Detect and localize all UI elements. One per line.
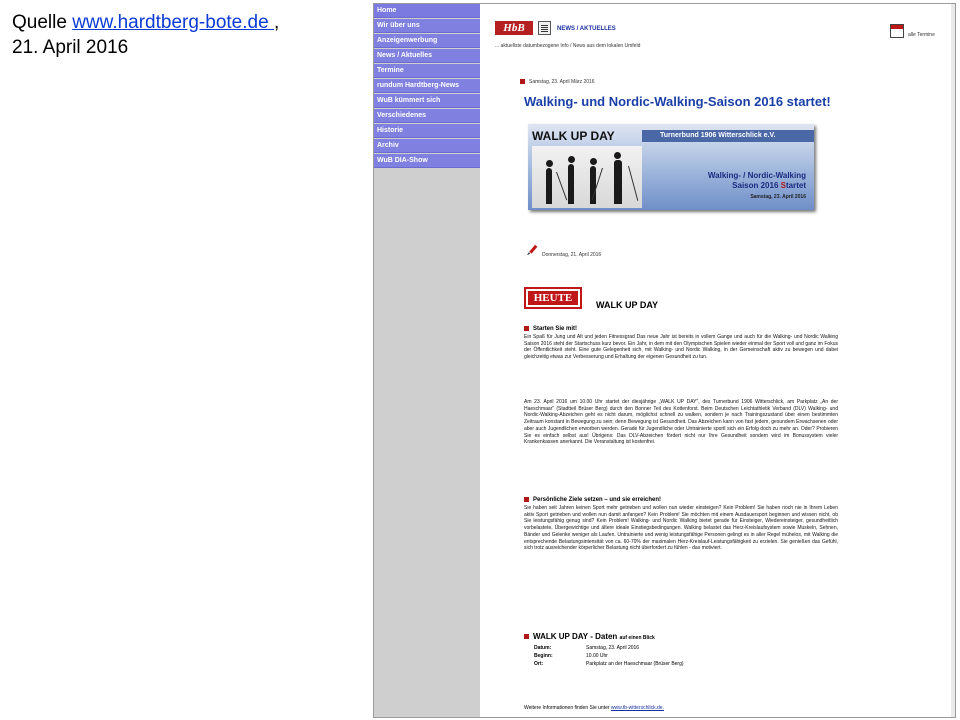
more-info: [524, 705, 664, 711]
more-info-text: Weitere Informationen finden Sie unter: [524, 705, 610, 711]
nav-item-ads[interactable]: Anzeigenwerbung: [374, 34, 480, 48]
red-bullet-icon: [524, 326, 529, 331]
caption-date: 21. April 2016: [12, 37, 129, 58]
banner-line2-a: Saison 2016: [732, 181, 781, 190]
site-logo[interactable]: HbB: [495, 21, 533, 35]
calendar-icon[interactable]: [890, 24, 904, 38]
walker-figure: [614, 160, 622, 204]
walk-up-day-banner: [528, 124, 814, 210]
fact-key: Datum:: [534, 645, 552, 651]
walker-head: [614, 152, 621, 159]
article-headline: Walking- und Nordic-Walking-Saison 2016 startet!: [524, 94, 831, 109]
walkers-image: [532, 146, 642, 208]
walking-pole: [556, 172, 567, 201]
article-date-text: Samstag, 23. April März 2016: [529, 79, 595, 85]
nav-item-archive[interactable]: Archiv: [374, 139, 480, 153]
nav-item-dates[interactable]: Termine: [374, 64, 480, 78]
red-bullet-icon: [524, 497, 529, 502]
walker-figure: [568, 164, 574, 204]
pencil-icon: [526, 244, 538, 256]
red-bullet-icon: [520, 79, 525, 84]
section-title: NEWS / AKTUELLES: [557, 26, 616, 32]
nav-item-misc[interactable]: Verschiedenes: [374, 109, 480, 123]
fact-value: 10.00 Uhr: [586, 653, 608, 659]
table-row: [534, 653, 684, 661]
club-website-link[interactable]: www.tb-witterschlick.de.: [610, 705, 664, 711]
walker-head: [568, 156, 575, 163]
nav-item-wub-cares[interactable]: WuB kümmert sich: [374, 94, 480, 108]
event-title: WALK UP DAY: [596, 300, 659, 310]
nav-item-news[interactable]: News / Aktuelles: [374, 49, 480, 63]
today-badge-text: HEUTE: [528, 291, 578, 305]
paragraph-event: Am 23. April 2016 um 10.00 Uhr startet der diesjährige „WALK UP DAY", des Turnerbund 1906 Witterschlick, am Parkplatz „An der Haeschmaar" (Stadtteil Brüser Berg) durch den Bonner Teil des Kottenforst. Beim Deutschen Leichtathletik Verband (DLV) Walking- und Nordic-Walking-Abzeichen geht es nicht darum, möglichst schnell zu walken, sondern je nach Trainingszustand über einen bestimmten Zeitraum konstant in Bewegung zu sein; denn Bewegung ist Gesundheit. Das Abzeichen kann von fast jedem, gesundem Erwachsenen oder aber auch Jugendlichen erworben werden. Gerade für Jugendliche oder Untrainierte sportl sich ein Erfolg doch zu mehr an. Oder? Probieren Sie es einfach selbst aus! Übrigens: Das DLV-Abzeichen fördert nicht nur Ihre Gesundheit sondern wird im Bonussystem vieler Krankenkassen anerkannt. Die Veranstaltung ist kostenfrei.: [524, 399, 838, 446]
walker-head: [546, 160, 553, 167]
fact-key: Beginn:: [534, 653, 553, 659]
banner-title: WALK UP DAY: [532, 129, 615, 143]
subheading-start-text: Starten Sie mit!: [533, 326, 578, 333]
subheading-start: [524, 326, 577, 332]
scrollbar[interactable]: [951, 4, 955, 717]
section-subline: ... aktuellste datumbezogene Info / News aus dem lokalen Umfeld: [495, 43, 641, 49]
nav-item-about[interactable]: Wir über uns: [374, 19, 480, 33]
post-date: Donnerstag, 21. April 2016: [542, 252, 602, 258]
subheading-goals-text: Persönliche Ziele setzen – und sie erreichen!: [533, 497, 662, 504]
nav-item-history[interactable]: Historie: [374, 124, 480, 138]
banner-tagline: [708, 171, 806, 191]
fact-value: Samstag, 23. April 2016: [586, 645, 640, 651]
caption-suffix: ,: [273, 12, 280, 33]
facts-title-text: WALK UP DAY - Daten: [533, 632, 618, 641]
event-facts: [524, 632, 838, 669]
nav-item-dia-show[interactable]: WuB DIA-Show: [374, 154, 480, 168]
table-row: [534, 645, 684, 653]
nav-item-home[interactable]: Home: [374, 4, 480, 18]
article-date: [520, 79, 595, 85]
facts-table: [534, 645, 684, 669]
paragraph-intro: Ein Spaß für Jung und Alt und jeden Fitnessgrad Das neue Jahr ist bereits in vollem Gange und auch für die Walking- und Nordic Walking Saison 2016 steht der Startschuss kurz bevor. Ein Jahr, in dem mit den Olympischen Spielen wieder einmal der Sport voll und ganz im Fokus der Öffentlichkeit steht. Eine gute Gelegenheit sich, mit Walking- und Nordic Walking, in der Gemeinschaft aktiv zu bewegen und dabei gleichzeitig etwas zur Verbesserung und Erhaltung der eigenen Gesundheit zu tun.: [524, 334, 838, 361]
source-caption: [12, 10, 279, 60]
caption-prefix: Quelle: [12, 12, 67, 33]
fact-key: Ort:: [534, 661, 544, 667]
today-badge: [524, 287, 582, 309]
subheading-goals: [524, 497, 661, 503]
walker-head: [590, 158, 597, 165]
banner-line2-b: tartet: [785, 181, 806, 190]
table-row: [534, 661, 684, 669]
page-header: [495, 21, 955, 51]
main-content: [480, 4, 955, 717]
all-dates-link[interactable]: alle Termine: [908, 32, 935, 38]
sidebar-nav: [374, 4, 480, 717]
walking-pole: [628, 166, 638, 201]
facts-title: [524, 632, 838, 641]
newspaper-icon: [538, 21, 551, 35]
source-link[interactable]: www.hardtberg-bote.de: [72, 12, 274, 33]
banner-line1: Walking- / Nordic-Walking: [707, 171, 806, 180]
fact-value: Parkplatz an der Haeschmaar (Brüser Berg): [586, 661, 684, 667]
red-bullet-icon: [524, 634, 529, 639]
banner-club: Turnerbund 1906 Witterschlick e.V.: [642, 130, 814, 142]
banner-line2: [708, 181, 806, 191]
website-screenshot: [373, 3, 956, 718]
banner-date: Samstag, 23. April 2016: [750, 194, 806, 200]
paragraph-goals: Sie haben seit Jahren keinen Sport mehr getrieben und wollen nun wieder einsteigen? Kein Problem! Sie haben noch nie in Ihrem Leben aktiv Sport getrieben und wollen nun damit anfangen? Kein Problem! Sie möchten mit einem Ausdauersport beginnen und wissen nicht, ob Sie leistungsfähig genug sind? Kein Problem! Walking- und Nordic Walking bietet gerade für Einsteiger, Wiedereinsteiger, gesundheitlich vorbelastete, Übergewichtige und ältere ideale Einstiegsbedingungen. Walking belastet das Herz-Kreislaufsystem sowie Muskeln, Sehnen, Bänder und Gelenke weniger als Laufen. Untrainierte und wenig leistungsfähige Personen gelingt es in aller Regel mühelos, mit Walking die entsprechende Belastungsintensität von ca. 60-70% der maximalen Herz-Kreislauf-Leistungsfähigkeit zu erzielen. Sie genießen das Gefühl, sich trotz ausreichender körperlicher Belastung nicht überfordert zu fühlen - das motiviert.: [524, 505, 838, 552]
nav-item-local-news[interactable]: rundum Hardtberg-News: [374, 79, 480, 93]
facts-title-small: auf einen Blick: [619, 635, 655, 641]
banner-line2-s: S: [780, 181, 786, 190]
walker-figure: [546, 168, 552, 204]
